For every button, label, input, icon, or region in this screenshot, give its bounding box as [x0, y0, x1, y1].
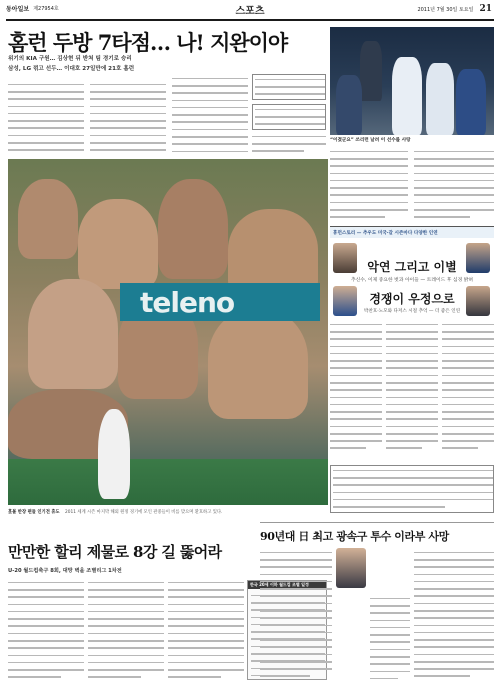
- banner-text: teleno: [140, 286, 235, 319]
- feature-subtitle-2: 박찬호·노모와 다저스 시절 추억 — 더 좋은 인연: [363, 309, 461, 314]
- masthead-left: [6, 4, 59, 13]
- top-rule: [6, 19, 494, 21]
- second-subhead: U-20 월드컵축구 8회, 대망 벽을 조별리그 1차전: [8, 568, 122, 574]
- feature-body-col2: [386, 318, 438, 462]
- main-photo-caption-text: 2011 세계 시즌 마지막 해외 원정 경기에 모인 관중들이 비를 맞으며 환호하고 있다.: [65, 510, 223, 515]
- right-top-body-col1: [330, 145, 408, 219]
- paper-name: 동아일보: [6, 6, 30, 13]
- main-photo-caption: [8, 509, 328, 516]
- masthead-right: [417, 4, 492, 14]
- crowd-figure: [28, 279, 118, 389]
- player-figure: [336, 75, 362, 135]
- section-title: 스포츠: [235, 6, 265, 17]
- player-figure: [360, 41, 382, 101]
- player-celebrating: [98, 409, 130, 499]
- third-story-body-col1: [260, 546, 332, 684]
- third-story-body-col3: [414, 546, 494, 684]
- page-number: 21: [479, 4, 492, 14]
- schedule-table-title: 한국 20세 이하 월드컵 조별 일정: [248, 581, 326, 589]
- top-story-body-col1: [8, 78, 84, 154]
- top-headline: 홈런 두방 7타점… 나! 지완이야: [8, 30, 288, 55]
- box-score-notes: [252, 130, 326, 154]
- crowd-figure: [78, 199, 158, 289]
- third-story-rule: [260, 522, 494, 523]
- feature-title-1: 악연 그리고 이별: [367, 260, 457, 274]
- crowd-figure: [158, 179, 228, 279]
- feature-section-bar: [330, 226, 494, 238]
- pitcher-portrait: [336, 548, 366, 588]
- second-story-body-col2: [88, 576, 164, 684]
- crowd-figure: [18, 179, 78, 259]
- main-photo-caption-label: 홋볼 반장 편들 인기전 휴도: [8, 510, 60, 515]
- top-subhead-line2: 삼성, LG 꺾고 선두… 이대호 27일만에 21호 홈런: [8, 65, 135, 72]
- career-record-table: [330, 465, 494, 513]
- third-headline: 90년대 日 최고 광속구 투수 이라부 사망: [260, 530, 449, 543]
- right-photo-caption-title: “이겼군요” 쓰리런 날려 이 선수를 사랑: [330, 138, 411, 143]
- box-score-table-2: [252, 104, 326, 130]
- third-story-body-col2: [370, 592, 410, 684]
- advertising-banner: [120, 283, 320, 321]
- top-story-body-col2: [90, 78, 166, 154]
- second-headline: 만만한 할리 제물로 8강 길 뚫어라: [8, 543, 222, 561]
- issue-number: 제27954호: [33, 6, 59, 12]
- box-score-2-rows: [255, 103, 325, 129]
- right-top-body-col2: [414, 145, 494, 219]
- feature-title-2: 경쟁이 우정으로: [369, 292, 455, 306]
- stadium-crowd-photo: [8, 159, 328, 505]
- feature-body-col3: [442, 318, 494, 462]
- feature-subtitle-1: 추신수, 이제 중요한 벗과 아이들 — 트레이드 후 심경 밝혀: [351, 278, 473, 283]
- crowd-figure: [208, 309, 308, 419]
- player-figure: [456, 69, 486, 135]
- player-figure: [392, 57, 422, 135]
- second-story-body-col1: [8, 576, 84, 684]
- baseball-photo: [330, 27, 494, 135]
- top-subhead-line1: 위기의 KIA 구원… 김상현 뒤 받쳐 팀 경기로 승리: [8, 56, 132, 62]
- player-figure: [426, 63, 454, 135]
- publication-date: 2011년 7월 30일 토요일: [417, 6, 474, 13]
- box-score-1-rows: [255, 73, 325, 99]
- box-score-table-1: [252, 74, 326, 100]
- career-record-rows: [333, 464, 493, 512]
- feature-section-bar-text: 휴먼스토리 — 추우도 미국·갈 시즌마다 다양한 인연: [333, 231, 438, 236]
- second-story-body-col3: [168, 576, 244, 684]
- masthead: [0, 0, 500, 19]
- soccer-field: [8, 459, 328, 505]
- top-story-body-col3: [172, 72, 248, 154]
- feature-body-col1: [330, 318, 382, 462]
